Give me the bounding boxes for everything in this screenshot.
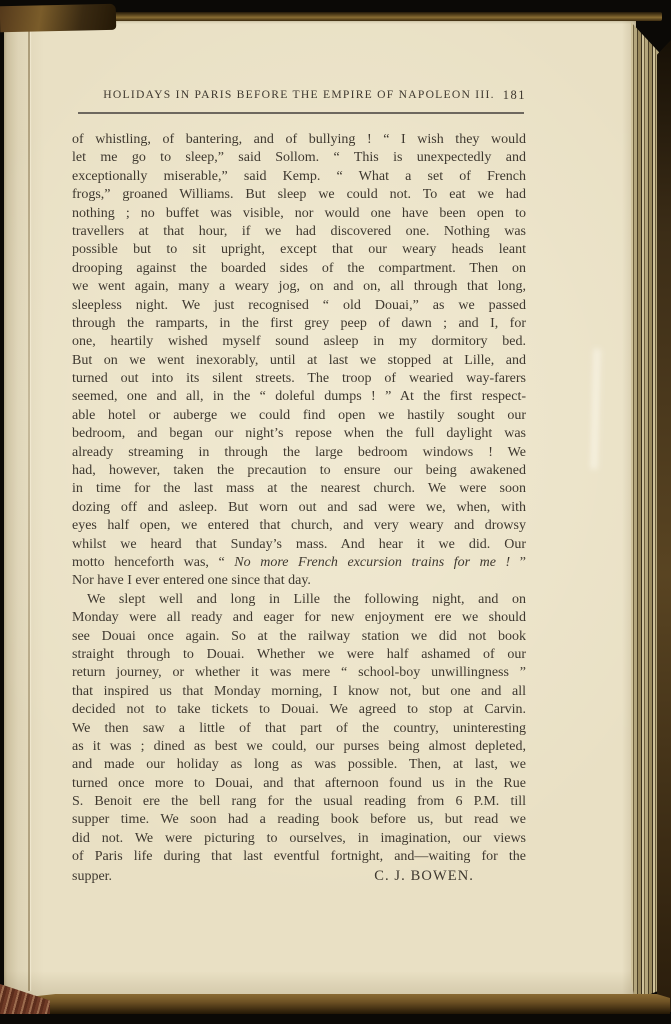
text-line: straight through to Douai. Whether we were half ashamed of our xyxy=(72,646,526,662)
text-line: already streaming in through the large bedroom windows ! We xyxy=(72,444,526,460)
text-line: dozing off and asleep. But worn out and sad were we, when, with xyxy=(72,499,526,515)
text-line: motto henceforth was, “ No more French excursion trains for me ! ” xyxy=(72,554,527,570)
book-cover-bottom-edge xyxy=(2,994,670,1014)
text-line: bedroom, and began our night’s repose when the full daylight was xyxy=(72,426,526,442)
text-line: nothing ; no buffet was visible, nor would one have been open to xyxy=(72,205,526,221)
text-line: we went again, many a weary jog, on and on, all through that long, xyxy=(72,279,526,295)
text-line: We then saw a little of that part of the country, uninteresting xyxy=(72,720,526,736)
text-line: return journey, or whether it was mere “ school-boy unwillingness ” xyxy=(72,665,526,681)
text-line: Nor have I ever entered one since that day. xyxy=(72,573,311,589)
text-line: frogs,” groaned Williams. But sleep we could not. To eat we had xyxy=(72,187,526,203)
text-line: exceptionally miserable,” said Kemp. “ What a set of French xyxy=(72,168,526,184)
text-line: travellers at that hour, if we had discovered one. Nothing was xyxy=(72,223,526,239)
text-line: supper time. We soon had a reading book before us, but read we xyxy=(72,812,526,828)
text-line: in time for the last mass at the nearest church. We were soon xyxy=(72,481,526,497)
book-cover-right-edge xyxy=(657,40,671,1012)
author-signature: C. J. BOWEN. xyxy=(374,867,474,884)
text-line: that inspired us that Monday morning, I know not, but one and all xyxy=(72,683,526,699)
text-line: had, however, taken the precaution to ensure our being awakened xyxy=(72,463,526,479)
text-line: drooping against the boarded sides of the compartment. Then on xyxy=(72,260,526,276)
text-line: through the ramparts, in the first grey peep of dawn ; and I, for xyxy=(72,315,526,331)
text-line: But on we went inexorably, until at last we stopped at Lille, and xyxy=(72,352,526,368)
text-line: of whistling, of bantering, and of bullying ! “ I wish they would xyxy=(72,132,526,147)
page-number: 181 xyxy=(502,88,526,102)
text-line: eyes half open, we entered that church, and very weary and drowsy xyxy=(72,518,526,534)
last-line-with-signature xyxy=(72,867,526,885)
text-line: able hotel or auberge we could find open we hastily sought our xyxy=(72,407,526,423)
text-line: and made our holiday as long as was possible. Then, at last, we xyxy=(72,757,526,773)
header-rule xyxy=(78,112,524,114)
body-text xyxy=(72,131,526,885)
text-line: We slept well and long in Lille the following night, and on xyxy=(87,591,526,607)
text-line: see Douai once again. So at the railway station we did not book xyxy=(72,628,526,644)
page-stack-fore-edge xyxy=(631,22,660,1000)
text-line: whilst we heard that Sunday’s mass. And hear it we did. Our xyxy=(72,536,526,552)
book-cover-corner-top-left xyxy=(0,4,116,32)
text-line: possible but to sit upright, except that our weary heads leant xyxy=(72,242,526,258)
text-line: did not. We were picturing to ourselves, in imagination, our views xyxy=(72,830,526,846)
text-line: seemed, one and all, in the “ doleful dumps ! ” At the first respect- xyxy=(72,389,526,405)
text-line: S. Benoit ere the bell rang for the usual reading from 6 P.M. till xyxy=(72,794,526,810)
paper-stain xyxy=(590,349,600,469)
text-line: turned once more to Douai, and that afternoon found us in the Rue xyxy=(72,775,526,791)
text-line: one, heartily wished myself sound asleep in my dormitory bed. xyxy=(72,334,526,350)
text-line: Monday were all ready and eager for new enjoyment ere we should xyxy=(72,610,526,626)
running-header xyxy=(72,86,526,104)
text-line: sleepless night. We just recognised “ old Douai,” as we passed xyxy=(72,297,526,313)
last-line-text: supper. xyxy=(72,868,113,884)
text-line: as it was ; dined as best we could, our purses being almost depleted, xyxy=(72,738,526,754)
text-line: of Paris life during that last eventful fortnight, and—waiting for the xyxy=(72,849,526,865)
text-line: turned out into its silent streets. The troop of wearied way-farers xyxy=(72,371,526,387)
text-line: let me go to sleep,” said Sollom. “ This is unexpectedly and xyxy=(72,150,526,166)
gutter-crease xyxy=(28,25,30,991)
running-header-title: HOLIDAYS IN PARIS BEFORE THE EMPIRE OF NAPOLEON III. xyxy=(103,88,495,101)
text-line: decided not to take tickets to Douai. We agreed to stop at Carvin. xyxy=(72,702,526,718)
